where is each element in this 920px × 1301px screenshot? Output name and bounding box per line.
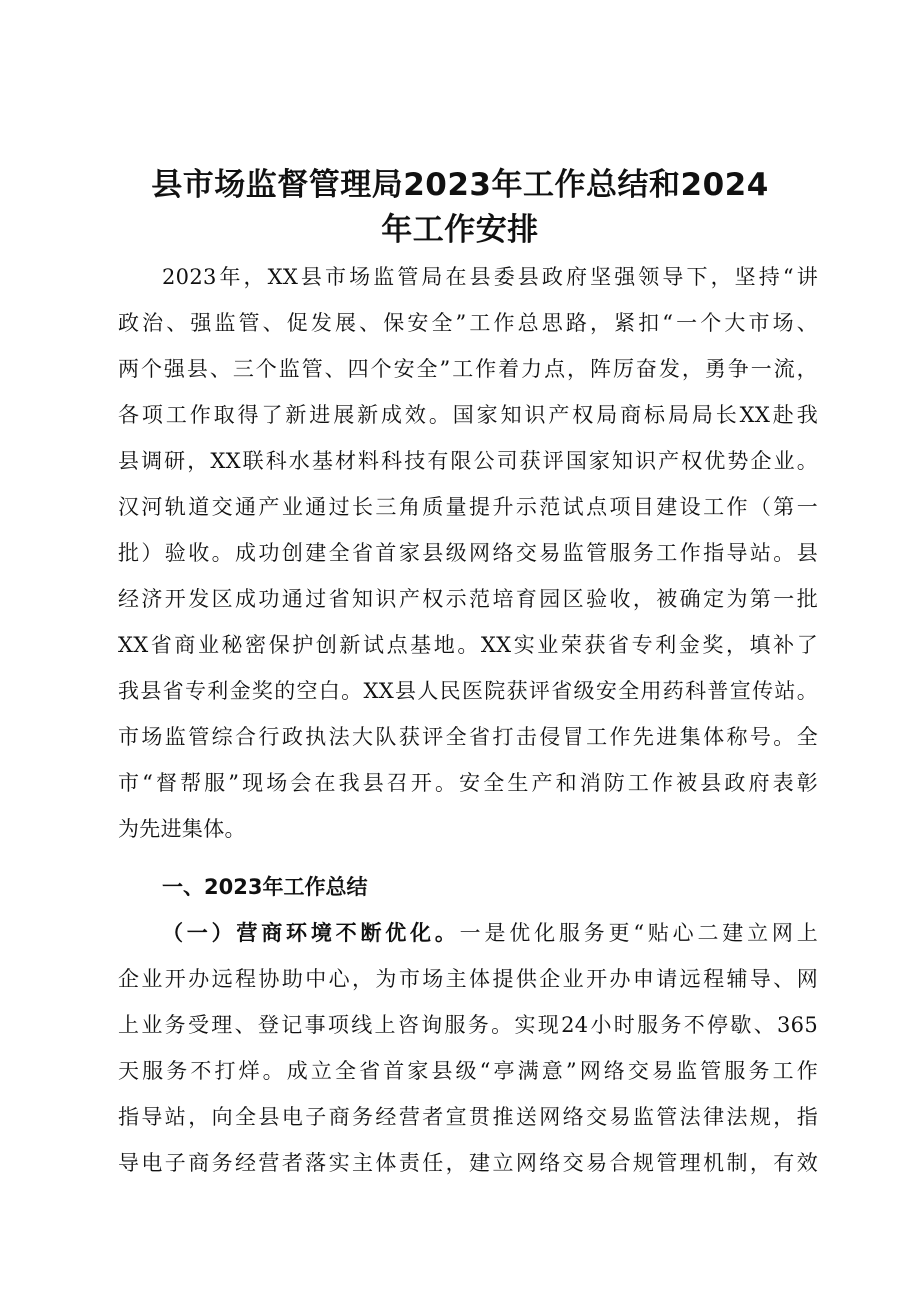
intro-line: 汉河轨道交通产业通过长三角质量提升示范试点项目建设工作（第一 (118, 495, 818, 519)
document-title-line-2: 年工作安排 (381, 212, 539, 248)
section-heading: 一、2023年工作总结 (162, 875, 368, 899)
subsection-title: （一）营商环境不断优化。 (162, 921, 460, 945)
intro-line: 各项工作取得了新进展新成效。国家知识产权局商标局局长XX赴我 (118, 403, 818, 427)
subsection-first-line-text: 一是优化服务更“贴心二建立网上 (459, 921, 818, 945)
intro-line: 经济开发区成功通过省知识产权示范培育园区验收，被确定为第一批 (118, 587, 818, 611)
subsection-first-line (162, 918, 818, 948)
subsection-line: 企业开办远程协助中心，为市场主体提供企业开办申请远程辅导、网 (118, 967, 818, 991)
intro-line: 两个强县、三个监管、四个安全”工作着力点，阵厉奋发，勇争一流， (118, 357, 818, 381)
subsection-line: 指导站，向全县电子商务经营者宣贯推送网络交易监管法律法规，指 (118, 1105, 818, 1129)
intro-line: 我县省专利金奖的空白。XX县人民医院获评省级安全用药科普宣传站。 (118, 679, 818, 703)
intro-line: 市场监管综合行政执法大队获评全省打击侵冒工作先进集体称号。全 (118, 725, 818, 749)
intro-line: 批）验收。成功创建全省首家县级网络交易监管服务工作指导站。县 (118, 541, 818, 565)
intro-line: XX省商业秘密保护创新试点基地。XX实业荣获省专利金奖，填补了 (118, 633, 818, 657)
subsection-line: 天服务不打烊。成立全省首家县级“亭满意”网络交易监管服务工作 (118, 1059, 818, 1083)
subsection-line: 上业务受理、登记事项线上咨询服务。实现24小时服务不停歇、365 (118, 1013, 818, 1037)
intro-line: 市“督帮服”现场会在我县召开。安全生产和消防工作被县政府表彰 (118, 771, 818, 795)
document-title-line-1: 县市场监督管理局2023年工作总结和2024 (151, 167, 769, 203)
intro-line: 政治、强监管、促发展、保安全”工作总思路，紧扣“一个大市场、 (118, 311, 818, 335)
subsection-line: 导电子商务经营者落实主体责任，建立网络交易合规管理机制，有效 (118, 1151, 818, 1175)
intro-line: 县调研，XX联科水基材料科技有限公司获评国家知识产权优势企业。 (118, 449, 818, 473)
intro-line: 2023年，XX县市场监管局在县委县政府坚强领导下，坚持“讲 (162, 265, 818, 289)
intro-line: 为先进集体。 (118, 817, 246, 841)
